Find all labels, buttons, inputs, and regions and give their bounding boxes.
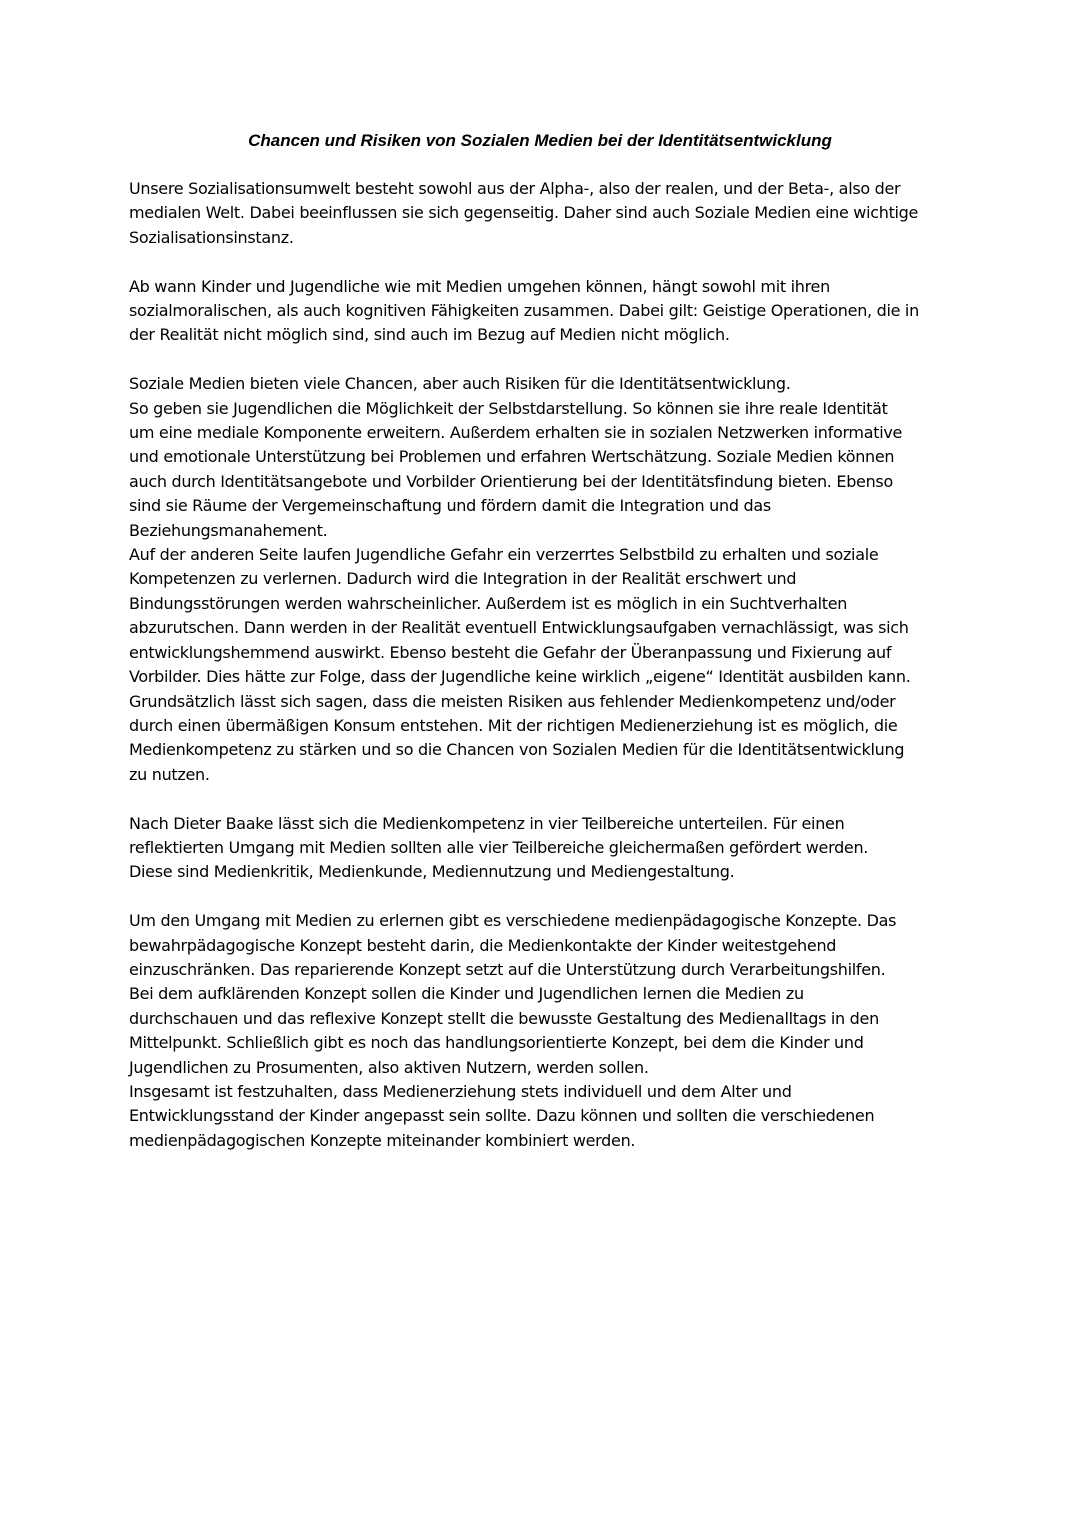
- text-line: sozialmoralischen, als auch kognitiven Fähigkeiten zusammen. Dabei gilt: Geistige Operationen, die in: [129, 301, 919, 321]
- document-body: [129, 177, 961, 1153]
- paragraph-pedagogical-concepts: [129, 909, 961, 1153]
- text-line: Grundsätzlich lässt sich sagen, dass die meisten Risiken aus fehlender Medienkompetenz und/oder: [129, 691, 896, 711]
- paragraph-chances-risks: [129, 372, 961, 787]
- text-line: Auf der anderen Seite laufen Jugendliche Gefahr ein verzerrtes Selbstbild zu erhalten und soziale: [129, 545, 879, 565]
- text-line: Kompetenzen zu verlernen. Dadurch wird die Integration in der Realität erschwert und: [129, 569, 797, 589]
- text-line: Medienkompetenz zu stärken und so die Chancen von Sozialen Medien für die Identitätsentwicklung: [129, 740, 905, 760]
- text-line: medienpädagogischen Konzepte miteinander kombiniert werden.: [129, 1130, 636, 1150]
- text-line: und emotionale Unterstützung bei Problemen und erfahren Wertschätzung. Soziale Medien können: [129, 447, 895, 467]
- paragraph-socialization: [129, 177, 961, 250]
- text-line: Insgesamt ist festzuhalten, dass Medienerziehung stets individuell und dem Alter und: [129, 1081, 792, 1101]
- text-line: der Realität nicht möglich sind, sind auch im Bezug auf Medien nicht möglich.: [129, 325, 730, 345]
- text-line: Ab wann Kinder und Jugendliche wie mit Medien umgehen können, hängt sowohl mit ihren: [129, 276, 830, 296]
- text-line: entwicklungshemmend auswirkt. Ebenso besteht die Gefahr der Überanpassung und Fixierung auf: [129, 642, 892, 662]
- text-line: auch durch Identitätsangebote und Vorbilder Orientierung bei der Identitätsfindung bieten. Ebenso: [129, 471, 893, 491]
- text-line: bewahrpädagogische Konzept besteht darin, die Medienkontakte der Kinder weitestgehend: [129, 935, 837, 955]
- text-line: So geben sie Jugendlichen die Möglichkeit der Selbstdarstellung. So können sie ihre reale Identität: [129, 398, 888, 418]
- paragraph-media-competence: [129, 812, 961, 885]
- text-line: Bindungsstörungen werden wahrscheinlicher. Außerdem ist es möglich in ein Suchtverhalten: [129, 593, 848, 613]
- text-line: Diese sind Medienkritik, Medienkunde, Mediennutzung und Mediengestaltung.: [129, 862, 735, 882]
- text-line: um eine mediale Komponente erweitern. Außerdem erhalten sie in sozialen Netzwerken informative: [129, 423, 903, 443]
- text-line: Nach Dieter Baake lässt sich die Medienkompetenz in vier Teilbereiche unterteilen. Für einen: [129, 813, 845, 833]
- text-line: zu nutzen.: [129, 764, 210, 784]
- text-line: Sozialisationsinstanz.: [129, 227, 294, 247]
- text-line: Bei dem aufklärenden Konzept sollen die Kinder und Jugendlichen lernen die Medien zu: [129, 984, 804, 1004]
- text-line: Jugendlichen zu Prosumenten, also aktiven Nutzern, werden sollen.: [129, 1057, 649, 1077]
- text-line: einzuschränken. Das reparierende Konzept setzt auf die Unterstützung durch Verarbeitungshilfen.: [129, 959, 886, 979]
- text-line: durchschauen und das reflexive Konzept stellt die bewusste Gestaltung des Medienalltags in den: [129, 1008, 879, 1028]
- text-line: Entwicklungsstand der Kinder angepasst sein sollte. Dazu können und sollten die verschiedenen: [129, 1106, 875, 1126]
- text-line: Soziale Medien bieten viele Chancen, aber auch Risiken für die Identitätsentwicklung.: [129, 374, 791, 394]
- text-line: abzurutschen. Dann werden in der Realität eventuell Entwicklungsaufgaben vernachlässigt, was sich: [129, 618, 909, 638]
- text-line: durch einen übermäßigen Konsum entstehen. Mit der richtigen Medienerziehung ist es möglich, die: [129, 715, 898, 735]
- text-line: medialen Welt. Dabei beeinflussen sie sich gegenseitig. Daher sind auch Soziale Medien eine wichtige: [129, 203, 919, 223]
- text-line: sind sie Räume der Vergemeinschaftung und fördern damit die Integration und das: [129, 496, 771, 516]
- text-line: Um den Umgang mit Medien zu erlernen gibt es verschiedene medienpädagogische Konzepte. Das: [129, 911, 897, 931]
- text-line: Beziehungsmanahement.: [129, 520, 328, 540]
- text-line: Mittelpunkt. Schließlich gibt es noch das handlungsorientierte Konzept, bei dem die Kinder und: [129, 1033, 864, 1053]
- text-line: Unsere Sozialisationsumwelt besteht sowohl aus der Alpha-, also der realen, und der Beta-, also der: [129, 179, 901, 198]
- text-line: reflektierten Umgang mit Medien sollten alle vier Teilbereiche gleichermaßen gefördert werden.: [129, 837, 869, 857]
- paragraph-abilities: [129, 275, 961, 348]
- document-title: Chancen und Risiken von Sozialen Medien bei der Identitätsentwicklung: [248, 131, 832, 150]
- text-line: Vorbilder. Dies hätte zur Folge, dass der Jugendliche keine wirklich „eigene“ Identität ausbilden kann.: [129, 667, 911, 687]
